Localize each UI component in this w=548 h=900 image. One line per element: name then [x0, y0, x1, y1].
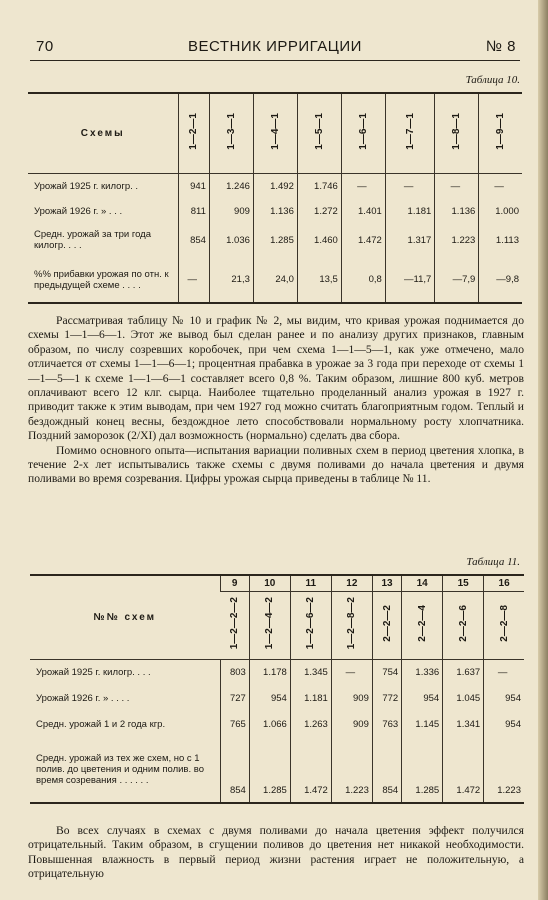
- row-label: Урожай 1925 г. килогр. . . .: [36, 666, 151, 678]
- table-row: [30, 659, 524, 685]
- cell: 1.345: [290, 659, 331, 685]
- column-number: 11: [290, 575, 331, 591]
- cell: 1.246: [209, 173, 253, 199]
- scheme-label: 2—2—2: [381, 605, 393, 642]
- cell: 1.136: [253, 199, 297, 223]
- cell: 1.223: [331, 737, 372, 803]
- cell: 1.285: [402, 737, 443, 803]
- row-label: Средн. урожай 1 и 2 года кгр.: [36, 718, 166, 730]
- scheme-label: 1—7—1: [404, 113, 416, 151]
- cell: 1.285: [253, 223, 297, 257]
- cell: —: [484, 659, 524, 685]
- cell: —: [479, 173, 522, 199]
- cell: 803: [220, 659, 249, 685]
- cell: —: [341, 173, 385, 199]
- cell: 1.036: [209, 223, 253, 257]
- cell: 1.181: [290, 685, 331, 711]
- cell: 854: [178, 223, 209, 257]
- table-row: [30, 685, 524, 711]
- scheme-label: 1—5—1: [313, 113, 325, 151]
- cell: 1.178: [249, 659, 290, 685]
- paragraph: Рассматривая таблицу № 10 и график № 2, мы видим, что кривая урожая поднимается до схемы 1—1—6—1. Этот же вывод был сделан ранее и по анализу других признаков, главным образом, по числу созревших коробочек, при чем схема 1—1—5—1, как уже отмечено, мало отличается от схемы 1—1—6—1; процентная прабавка в урожае за 3 года при переходе от схемы 1—1—5—1 к схеме 1—1—6—1 составляет всего 0,8 %. Таким образом, лишние 800 куб. метров оплачивают всего 12 клг. сырца. Наиболее тщательно проделанный анализ урожая в 1927 г. приводит также к этим выводам, при чем 1927 год можно считать благоприятным годом. Теплый и бездождный конец весны, бездождное лето способствовали нормальному росту хлопчатника. Поздний заморозок (2/XI) дал возможность (нормально) сделать два сбора.: [28, 314, 524, 443]
- cell: 1.145: [402, 711, 443, 737]
- paragraph: Помимо основного опыта—испытания вариации поливных схем в период цветения хлопка, в течение 2-х лет испытывались также схемы с двумя поливами до начала цветения и двумя поливами во время созревания. Цифры урожая сырца приведены в таблице № 11.: [28, 443, 524, 486]
- cell: 1.223: [484, 737, 524, 803]
- table-row: [28, 173, 522, 199]
- running-header: [30, 36, 520, 58]
- cell: 1.472: [443, 737, 484, 803]
- cell: —: [331, 659, 372, 685]
- table-11: [30, 574, 524, 804]
- table-row: [30, 711, 524, 737]
- cell: 765: [220, 711, 249, 737]
- table-10-caption: Таблица 10.: [465, 74, 520, 86]
- cell: 1.045: [443, 685, 484, 711]
- column-number: 16: [484, 575, 524, 591]
- cell: —7,9: [435, 257, 479, 303]
- cell: 772: [372, 685, 401, 711]
- table-10: [28, 92, 522, 304]
- table-row: [30, 737, 524, 803]
- cell: 854: [220, 737, 249, 803]
- table-10-corner: Схемы: [80, 127, 125, 139]
- page-number: 70: [36, 38, 54, 55]
- cell: 727: [220, 685, 249, 711]
- scheme-label: 1—2—1: [188, 113, 200, 151]
- cell: 909: [331, 685, 372, 711]
- column-number: 13: [372, 575, 401, 591]
- cell: 909: [209, 199, 253, 223]
- column-number: 10: [249, 575, 290, 591]
- cell: —: [385, 173, 435, 199]
- cell: 954: [402, 685, 443, 711]
- cell: —: [435, 173, 479, 199]
- cell: 1.341: [443, 711, 484, 737]
- scheme-label: 1—2—8—2: [346, 597, 358, 650]
- cell: 941: [178, 173, 209, 199]
- table-row: [28, 199, 522, 223]
- paragraph: Во всех случаях в схемах с двумя поливами до начала цветения эффект получился отрицательный. Таким образом, в сгущении поливов до цветения нет никакой необходимости. Повышенная влажность в первый период жизни растения играет не положительную, а отрицательную: [28, 824, 524, 881]
- cell: 1.181: [385, 199, 435, 223]
- scheme-label: 1—2—6—2: [305, 597, 317, 650]
- row-label: Средн. урожай за три года килогр. . . .: [34, 229, 151, 251]
- page-edge-shadow: [538, 0, 548, 900]
- cell: 1.401: [341, 199, 385, 223]
- scheme-label: 2—2—6: [457, 605, 469, 642]
- cell: 24,0: [253, 257, 297, 303]
- body-text-2: [28, 824, 524, 882]
- cell: 1.336: [402, 659, 443, 685]
- row-label: Урожай 1926 г. » . . .: [34, 205, 123, 217]
- row-label: Средн. урожай из тех же схем, но с 1 полив. до цветения и одним полив. во время созревания . . . . . .: [36, 753, 204, 786]
- scheme-label: 1—6—1: [357, 113, 369, 151]
- cell: 909: [331, 711, 372, 737]
- column-number: 15: [443, 575, 484, 591]
- scheme-label: 1—2—2—2: [228, 597, 240, 650]
- cell: 1.066: [249, 711, 290, 737]
- cell: 1.136: [435, 199, 479, 223]
- cell: 1.272: [297, 199, 341, 223]
- table-10-header-row: [28, 93, 522, 173]
- cell: 0,8: [341, 257, 385, 303]
- cell: 954: [484, 711, 524, 737]
- cell: 1.113: [479, 223, 522, 257]
- cell: 1.472: [341, 223, 385, 257]
- row-label: Урожай 1926 г. » . . . .: [36, 692, 130, 704]
- cell: 1.223: [435, 223, 479, 257]
- column-number: 14: [402, 575, 443, 591]
- table-11-corner: №№ схем: [93, 611, 157, 623]
- row-label: %% прибавки урожая по отн. к предыдущей схеме . . . .: [34, 268, 169, 291]
- cell: 754: [372, 659, 401, 685]
- table-11-caption: Таблица 11.: [466, 556, 520, 568]
- scheme-label: 1—2—4—2: [264, 597, 276, 650]
- body-text-1: [28, 314, 524, 487]
- cell: 811: [178, 199, 209, 223]
- table-11-number-row: [30, 575, 524, 591]
- cell: —11,7: [385, 257, 435, 303]
- table-row: [28, 257, 522, 303]
- cell: 763: [372, 711, 401, 737]
- scheme-label: 1—9—1: [495, 113, 507, 151]
- cell: 1.317: [385, 223, 435, 257]
- cell: 1.492: [253, 173, 297, 199]
- issue-number: № 8: [485, 38, 516, 55]
- row-label: Урожай 1925 г. килогр. .: [34, 180, 139, 192]
- scheme-label: 1—4—1: [269, 113, 281, 151]
- cell: 1.285: [249, 737, 290, 803]
- journal-title: ВЕСТНИК ИРРИГАЦИИ: [188, 38, 362, 55]
- cell: 1.746: [297, 173, 341, 199]
- cell: 13,5: [297, 257, 341, 303]
- scheme-label: 1—8—1: [451, 113, 463, 151]
- cell: 21,3: [209, 257, 253, 303]
- cell: 1.000: [479, 199, 522, 223]
- cell: 954: [249, 685, 290, 711]
- cell: —9,8: [479, 257, 522, 303]
- scheme-label: 1—3—1: [225, 113, 237, 151]
- scheme-label: 2—2—8: [498, 605, 510, 642]
- cell: —: [178, 257, 209, 303]
- cell: 954: [484, 685, 524, 711]
- cell: 1.263: [290, 711, 331, 737]
- header-rule: [30, 60, 520, 61]
- scheme-label: 2—2—4: [416, 605, 428, 642]
- cell: 1.637: [443, 659, 484, 685]
- cell: 1.472: [290, 737, 331, 803]
- table-row: [28, 223, 522, 257]
- cell: 1.460: [297, 223, 341, 257]
- column-number: 9: [220, 575, 249, 591]
- cell: 854: [372, 737, 401, 803]
- column-number: 12: [331, 575, 372, 591]
